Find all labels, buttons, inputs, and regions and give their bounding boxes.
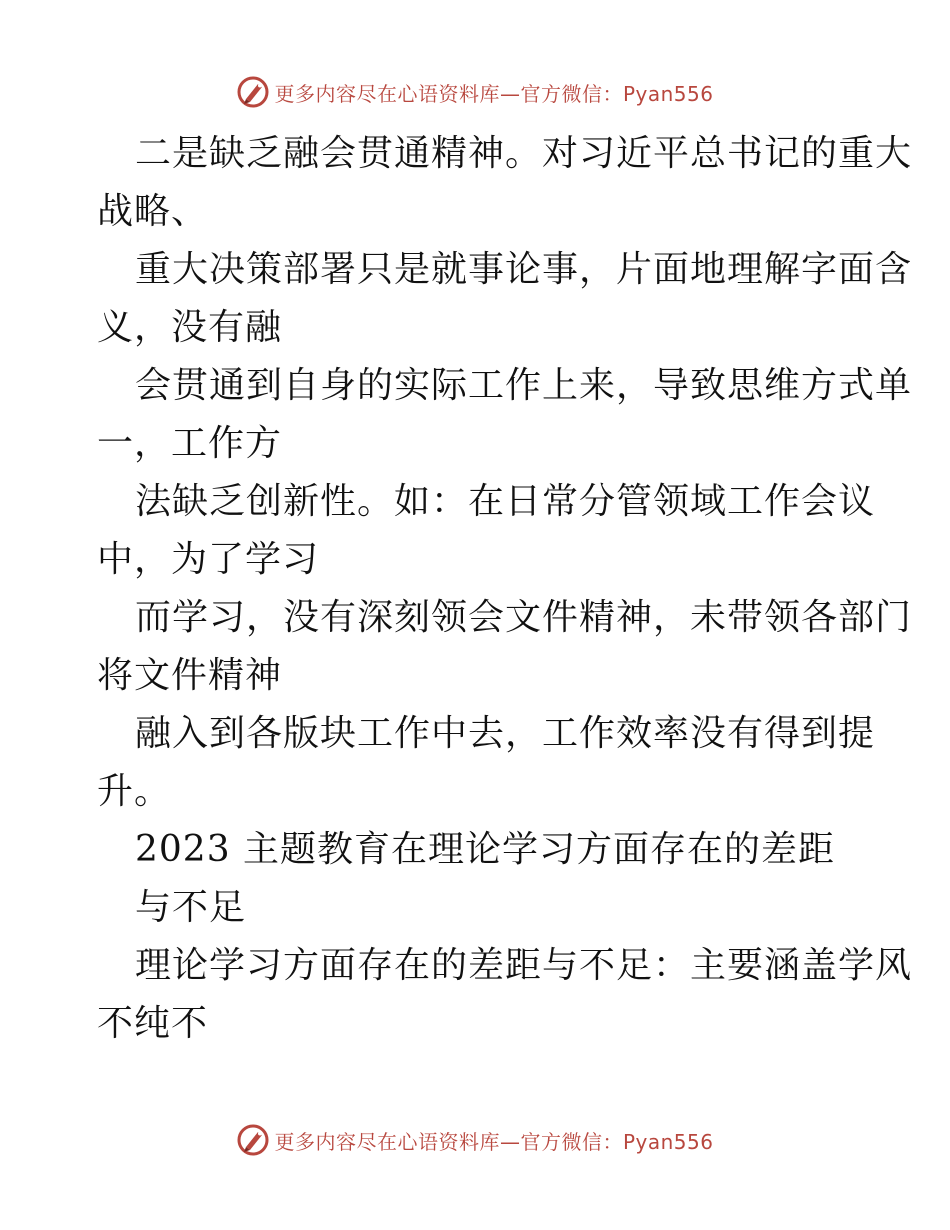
body-line: 而学习，没有深刻领会文件精神，未带领各部门 — [135, 597, 913, 638]
red-pen-logo-icon — [236, 75, 270, 109]
body-line: 重大决策部署只是就事论事，片面地理解字面含 — [135, 249, 913, 290]
body-line: 中，为了学习 — [97, 539, 320, 580]
section-heading-line: 2023 主题教育在理论学习方面存在的差距 — [135, 829, 836, 870]
body-line: 法缺乏创新性。如：在日常分管领域工作会议 — [135, 481, 876, 522]
body-line: 一，工作方 — [97, 423, 283, 464]
footer-banner — [0, 1120, 950, 1160]
document-body — [97, 125, 913, 1053]
body-line: 升。 — [97, 771, 172, 812]
header-banner-text: 更多内容尽在心语资料库—官方微信：Pyan556 — [274, 81, 714, 106]
body-line: 二是缺乏融会贯通精神。对习近平总书记的重大 — [135, 133, 913, 174]
body-line: 将文件精神 — [97, 655, 283, 696]
header-banner — [0, 72, 950, 112]
body-line: 会贯通到自身的实际工作上来，导致思维方式单 — [135, 365, 913, 406]
section-heading-line: 与不足 — [135, 887, 247, 928]
body-line: 义，没有融 — [97, 307, 283, 348]
body-line: 理论学习方面存在的差距与不足：主要涵盖学风 — [135, 945, 913, 986]
body-line: 融入到各版块工作中去，工作效率没有得到提 — [135, 713, 876, 754]
body-line: 不纯不 — [97, 1003, 209, 1044]
body-line: 战略、 — [97, 191, 209, 232]
footer-banner-text: 更多内容尽在心语资料库—官方微信：Pyan556 — [274, 1129, 714, 1154]
red-pen-logo-icon — [236, 1123, 270, 1157]
